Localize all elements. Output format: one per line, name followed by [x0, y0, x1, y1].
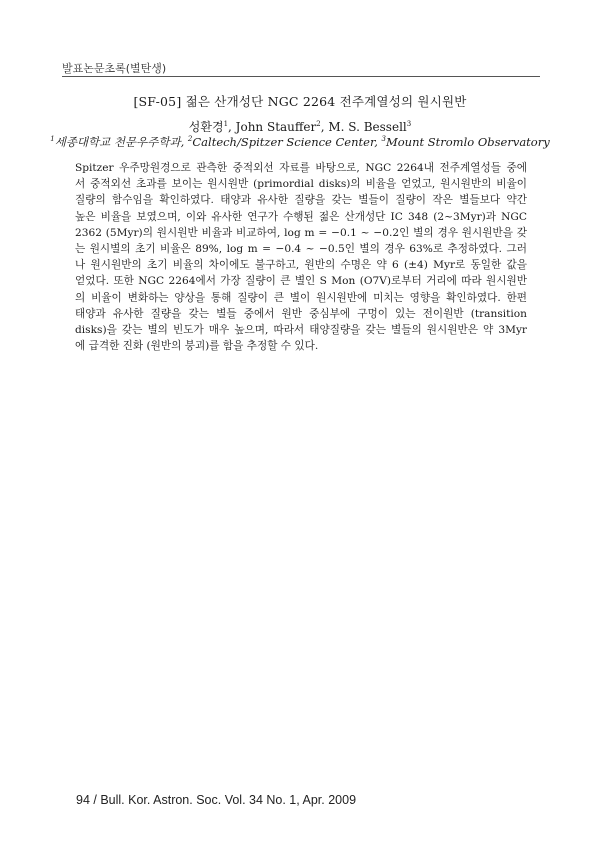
section-header-label: 발표논문초록(별탄생) [62, 62, 167, 75]
header-divider [62, 76, 540, 77]
author-1: 성환경$^1$, [188, 120, 236, 134]
paper-title: [SF-05] 젊은 산개성단 NGC 2264 전주계열성의 원시원반 [133, 94, 467, 109]
abstract-line: 의 비율이 변화하는 양상을 통해 질량이 큰 별이 원시원반에 미치는 영향을 확인하였다. 한편 [75, 291, 527, 304]
abstract-line: 질량의 함수임을 확인하였다. 태양과 유사한 질량을 갖는 별들이 질량이 작은 별들보다 약간 [75, 194, 527, 207]
abstract-line: 태양과 유사한 질량을 갖는 별들 중에서 원반 중심부에 구멍이 있는 전이원반 (transition [75, 307, 527, 320]
abstract-line: 에 급격한 진화 (원반의 붕괴)를 함을 추정할 수 있다. [75, 340, 319, 353]
author-3: M. S. Bessell$^3$ [328, 120, 412, 134]
abstract-line: Spitzer 우주망원경으로 관측한 중적외선 자료를 바탕으로, NGC 2264내 전주계열성들 중에 [75, 162, 527, 174]
affiliation-2: $^2$Caltech/Spitzer Science Center, [187, 135, 382, 149]
affiliation-1: $^1$세종대학교 천문우주학과, [50, 135, 188, 149]
author-2: John Stauffer$^2$, [235, 120, 329, 134]
abstract-line: disks)을 갖는 별의 빈도가 매우 높으며, 따라서 태양질량을 갖는 별들의 원시원반은 약 3Myr [75, 324, 527, 337]
abstract-line: 높은 비율을 보였으며, 이와 유사한 연구가 수행된 젊은 산개성단 IC 348 (2~3Myr)과 NGC [75, 210, 527, 223]
author-list [0, 118, 600, 135]
abstract-body [75, 160, 527, 354]
abstract-line: 나 원시원반의 초기 비율의 차이에도 불구하고, 원반의 수명은 약 6 (±4) Myr로 동일한 값을 [75, 259, 527, 272]
abstract-line: 는 원시별의 초기 비율은 89%, log m = −0.4 ~ −0.5인 별의 경우 63%로 추정하였다. 그러 [75, 243, 527, 256]
abstract-line: 2362 (5Myr)의 원시원반 비율과 비교하여, log m = −0.1 ~ −0.2인 별의 경우 원시원반을 갖 [75, 226, 527, 239]
affiliation-3: $^3$Mount Stromlo Observatory [381, 135, 550, 149]
affiliation-list [0, 134, 600, 150]
abstract-line: 서 중적외선 초과를 보이는 원시원반 (primordial disks)의 비율을 얻었고, 원시원반의 비율이 [75, 178, 527, 191]
abstract-line: 얻었다. 또한 NGC 2264에서 가장 질량이 큰 별인 S Mon (O7V)로부터 거리에 따라 원시원반 [75, 275, 527, 288]
page-footer-citation: 94 / Bull. Kor. Astron. Soc. Vol. 34 No. 1, Apr. 2009 [76, 793, 357, 807]
